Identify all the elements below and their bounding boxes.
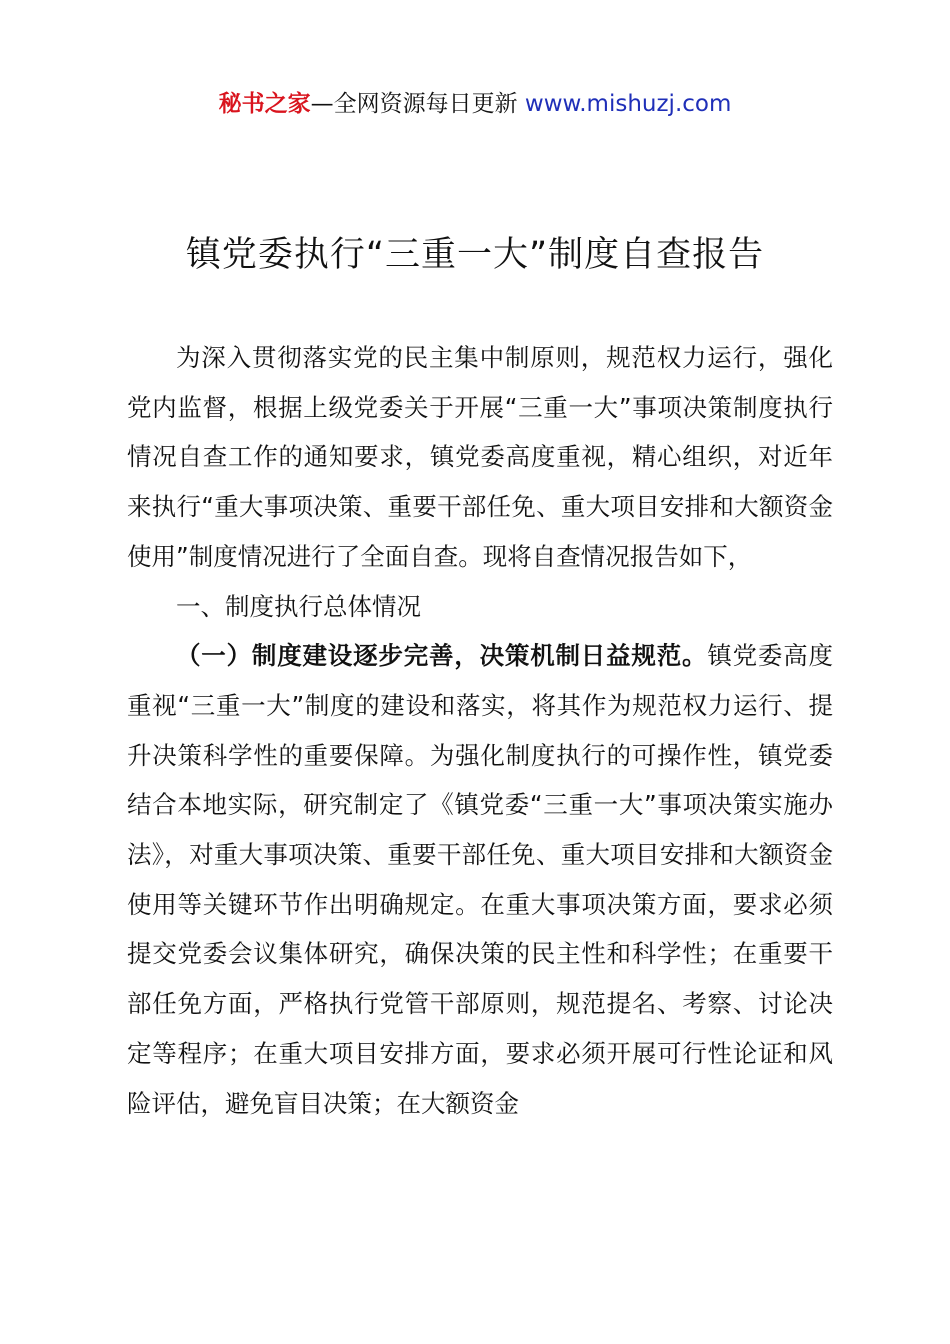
document-title: 镇党委执行“三重一大”制度自查报告 [185, 235, 765, 275]
subsection-heading: （一）制度建设逐步完善，决策机制日益规范。 [176, 641, 708, 671]
site-url-link[interactable]: www.mishuzj.com [524, 91, 732, 117]
document-body [127, 333, 833, 1128]
site-header [0, 86, 950, 122]
subsection-text: 镇党委高度重视“三重一大”制度的建设和落实，将其作为规范权力运行、提升决策科学性的重要保障。为强化制度执行的可操作性，镇党委结合本地实际，研究制定了《镇党委“三重一大”事项决策实施办法》，对重大事项决策、重要干部任免、重大项目安排和大额资金使用等关键环节作出明确规定。在重大事项决策方面，要求必须提交党委会议集体研究，确保决策的民主性和科学性；在重要干部任免方面，严格执行党管干部原则，规范提名、考察、讨论决定等程序；在重大项目安排方面，要求必须开展可行性论证和风险评估，避免盲目决策；在大额资金 [127, 641, 834, 1118]
brand-name: 秘书之家 [218, 91, 311, 117]
intro-paragraph: 为深入贯彻落实党的民主集中制原则，规范权力运行，强化党内监督，根据上级党委关于开展“三重一大”事项决策制度执行情况自查工作的通知要求，镇党委高度重视，精心组织，对近年来执行“重大事项决策、重要干部任免、重大项目安排和大额资金使用”制度情况进行了全面自查。现将自查情况报告如下， [127, 343, 833, 571]
section-heading: 一、制度执行总体情况 [176, 591, 421, 621]
header-tagline: —全网资源每日更新 [310, 91, 518, 117]
subsection-paragraph [127, 631, 833, 1128]
